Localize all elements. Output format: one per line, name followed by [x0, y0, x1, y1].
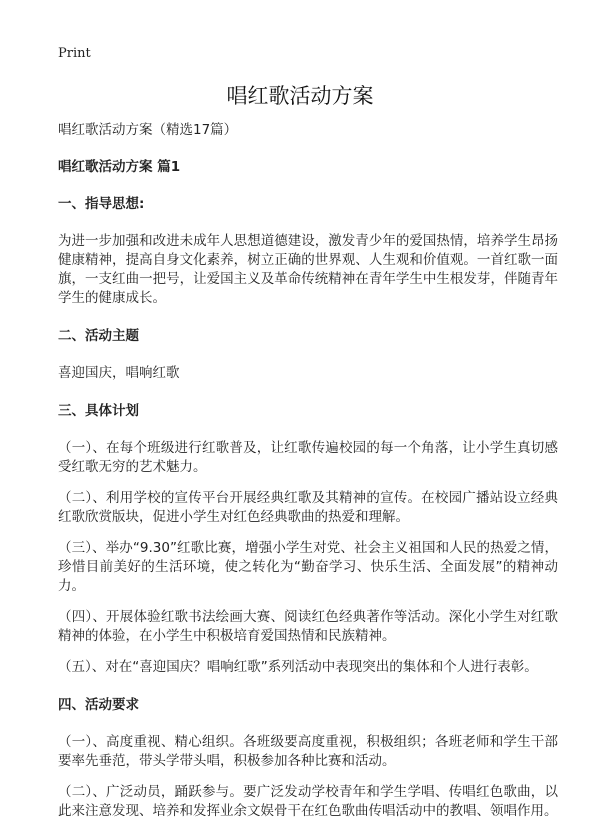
- document-body: [58, 121, 558, 833]
- section-heading: 三、具体计划: [58, 403, 139, 419]
- document-subtitle: 唱红歌活动方案（精选17篇）: [58, 122, 238, 138]
- paragraph: （一）、高度重视、精心组织。各班级要高度重视，积极组织；各班老师和学生干部要率先垂范，带头学带头唱，积极参加各种比赛和活动。: [58, 734, 558, 769]
- section-heading: 二、活动主题: [58, 328, 139, 344]
- article-heading: 唱红歌活动方案 篇1: [58, 159, 181, 175]
- paragraph: 喜迎国庆，唱响红歌: [58, 365, 180, 381]
- print-link[interactable]: Print: [58, 46, 91, 61]
- section-heading: 四、活动要求: [58, 697, 139, 713]
- paragraph: （五）、对在“喜迎国庆？唱响红歌”系列活动中表现突出的集体和个人进行表彰。: [58, 659, 538, 675]
- paragraph: （三）、举办“9.30”红歌比赛，增强小学生对党、社会主义祖国和人民的热爱之情，珍惜目前美好的生活环境，使之转化为“勤奋学习、快乐生活、全面发展”的精神动力。: [58, 540, 558, 594]
- paragraph: （一）、在每个班级进行红歌普及，让红歌传遍校园的每一个角落，让小学生真切感受红歌无穷的艺术魅力。: [58, 440, 558, 475]
- section-heading: 一、指导思想:: [58, 196, 145, 212]
- paragraph: （二）、利用学校的宣传平台开展经典红歌及其精神的宣传。在校园广播站设立经典红歌欣赏版块，促进小学生对红色经典歌曲的热爱和理解。: [58, 490, 558, 525]
- document-title: 唱红歌活动方案: [226, 84, 374, 108]
- paragraph: 为进一步加强和改进未成年人思想道德建设，激发青少年的爱国热情，培养学生昂扬健康精神，提高自身文化素养，树立正确的世界观、人生观和价值观。一首红歌一面旗，一支红曲一把号，让爱国主义及革命传统精神在青年学生中生根发芽，伴随青年学生的健康成长。: [58, 233, 558, 306]
- paragraph: （四）、开展体验红歌书法绘画大赛、阅读红色经典著作等活动。深化小学生对红歌精神的体验，在小学生中积极培育爱国热情和民族精神。: [58, 609, 558, 644]
- paragraph: （二）、广泛动员，踊跃参与。要广泛发动学校青年和学生学唱、传唱红色歌曲，以此来注意发现、培养和发挥业余文娱骨干在红色歌曲传唱活动中的教唱、领唱作用。: [58, 784, 558, 819]
